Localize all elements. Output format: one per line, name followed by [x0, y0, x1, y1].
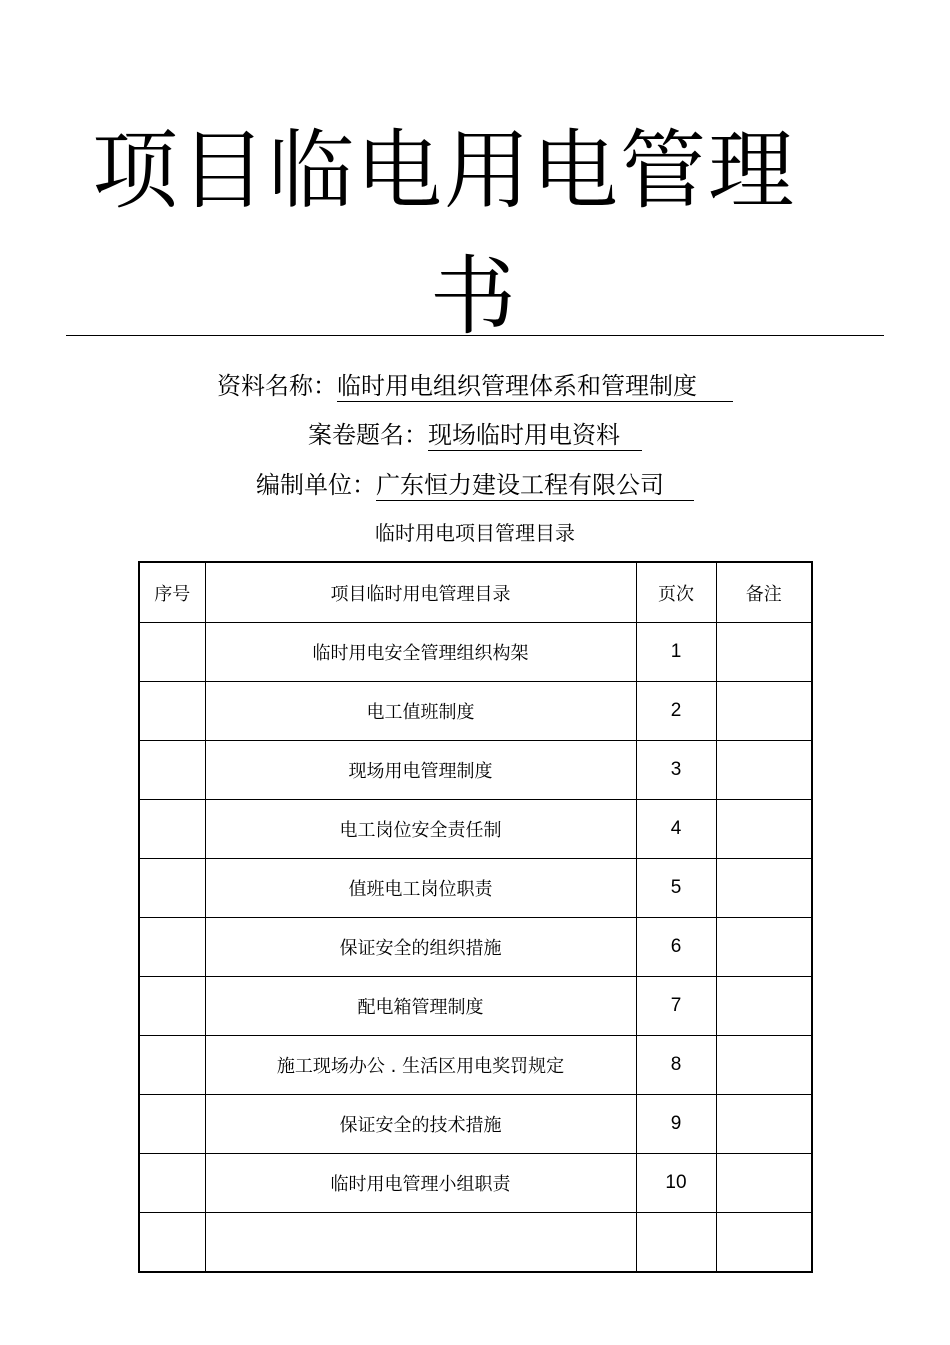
field-value-underlined: [337, 372, 733, 402]
cell-note: [716, 977, 812, 1036]
cell-note: [716, 1213, 812, 1273]
field-material-name: [0, 371, 950, 401]
table-header-row: [139, 562, 812, 623]
table-row: [139, 1095, 812, 1154]
field-label: 资料名称：: [217, 372, 337, 400]
cell-item: 保证安全的技术措施: [205, 1095, 636, 1154]
cell-seq: [139, 1154, 205, 1213]
table-row: [139, 741, 812, 800]
cell-page: 2: [636, 682, 716, 741]
cell-item: [205, 1213, 636, 1273]
field-label: 编制单位：: [256, 471, 376, 499]
cell-item: 配电箱管理制度: [205, 977, 636, 1036]
cell-seq: [139, 682, 205, 741]
cell-note: [716, 859, 812, 918]
cell-note: [716, 1095, 812, 1154]
field-value: 广东恒力建设工程有限公司: [376, 471, 664, 499]
cell-page: 10: [636, 1154, 716, 1213]
title-divider: [66, 335, 884, 336]
header-item: 项目临时用电管理目录: [205, 562, 636, 623]
cell-page: 8: [636, 1036, 716, 1095]
cell-page: 1: [636, 623, 716, 682]
cell-seq: [139, 623, 205, 682]
cell-page: 7: [636, 977, 716, 1036]
header-note: 备注: [716, 562, 812, 623]
header-page: 页次: [636, 562, 716, 623]
table-row: [139, 682, 812, 741]
cell-page: [636, 1213, 716, 1273]
cell-item: 保证安全的组织措施: [205, 918, 636, 977]
cell-item: 值班电工岗位职责: [205, 859, 636, 918]
table-row: [139, 623, 812, 682]
table-row: [139, 800, 812, 859]
field-value-underlined: [428, 421, 642, 451]
title-line-2: 书: [430, 247, 518, 347]
table-row: [139, 859, 812, 918]
cell-item: 电工岗位安全责任制: [205, 800, 636, 859]
field-value: 现场临时用电资料: [428, 421, 620, 449]
cell-item: 现场用电管理制度: [205, 741, 636, 800]
cell-seq: [139, 859, 205, 918]
table-row: [139, 1036, 812, 1095]
cell-page: 6: [636, 918, 716, 977]
field-value-underlined: [376, 471, 694, 501]
cell-note: [716, 741, 812, 800]
header-seq: 序号: [139, 562, 205, 623]
cell-item: 临时用电安全管理组织构架: [205, 623, 636, 682]
cell-page: 5: [636, 859, 716, 918]
cell-item: 电工值班制度: [205, 682, 636, 741]
cell-seq: [139, 741, 205, 800]
cell-seq: [139, 1213, 205, 1273]
toc-table: [138, 561, 813, 1273]
table-row: [139, 918, 812, 977]
field-label: 案卷题名：: [308, 421, 428, 449]
cell-seq: [139, 1095, 205, 1154]
cell-item: 施工现场办公 . 生活区用电奖罚规定: [205, 1036, 636, 1095]
cell-note: [716, 623, 812, 682]
field-compiling-unit: [0, 470, 950, 500]
cell-seq: [139, 977, 205, 1036]
cell-note: [716, 918, 812, 977]
table-row: [139, 977, 812, 1036]
field-value: 临时用电组织管理体系和管理制度: [337, 372, 697, 400]
cell-note: [716, 1036, 812, 1095]
cell-page: 9: [636, 1095, 716, 1154]
cell-seq: [139, 918, 205, 977]
cell-note: [716, 1154, 812, 1213]
cell-page: 4: [636, 800, 716, 859]
title-line-1: 项目临电用电管理: [92, 121, 796, 221]
field-file-title: [0, 420, 950, 450]
cell-seq: [139, 800, 205, 859]
cell-note: [716, 800, 812, 859]
table-row: [139, 1154, 812, 1213]
cell-note: [716, 682, 812, 741]
table-row-empty: [139, 1213, 812, 1273]
cell-seq: [139, 1036, 205, 1095]
table-caption: 临时用电项目管理目录: [375, 521, 575, 545]
document-title: [92, 108, 852, 360]
cell-item: 临时用电管理小组职责: [205, 1154, 636, 1213]
cell-page: 3: [636, 741, 716, 800]
